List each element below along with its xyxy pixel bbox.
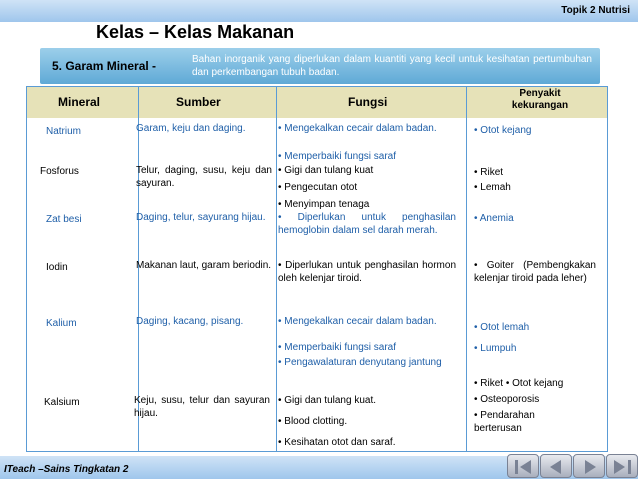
function-item: • Blood clotting. <box>278 416 348 427</box>
deficiency-item: • Anemia <box>474 213 514 224</box>
function-item: • Menyimpan tenaga <box>278 199 370 210</box>
mineral-iodin: Iodin <box>46 262 68 273</box>
column-divider <box>466 86 467 452</box>
source-kalsium: Keju, susu, telur dan sayuran hijau. <box>134 395 270 419</box>
function-item: • Diperlukan untuk penghasilan hormon oleh kelenjar tiroid. <box>278 260 457 284</box>
mineral-fosforus: Fosforus <box>40 166 79 177</box>
deficiency-item: • Goiter (Pembengkakan kelenjar tiroid pada leher) <box>474 260 596 284</box>
deficiency-item: • Riket <box>474 167 504 178</box>
mineral-kalium: Kalium <box>46 318 77 329</box>
definition-text: Bahan inorganik yang diperlukan dalam kuantiti yang kecil untuk kesihatan pertumbuhan dan perkembangan tubuh badan. <box>192 54 592 78</box>
deficiency-item: • Lemah <box>474 182 511 193</box>
function-item: • Memperbaiki fungsi saraf <box>278 151 397 162</box>
next-slide-button[interactable] <box>573 454 605 478</box>
header-source: Sumber <box>176 95 221 109</box>
topic-label: Topik 2 Nutrisi <box>561 5 630 16</box>
last-slide-button[interactable] <box>606 454 638 478</box>
source-zat-besi: Daging, telur, sayurang hijau. <box>136 212 266 223</box>
previous-slide-button[interactable] <box>540 454 572 478</box>
first-icon <box>520 460 531 474</box>
mineral-natrium: Natrium <box>46 126 82 137</box>
column-divider <box>276 86 277 452</box>
next-icon <box>585 460 596 474</box>
last-icon <box>614 460 625 474</box>
function-item: • Pengecutan otot <box>278 182 358 193</box>
deficiency-item: • Riket • Otot kejang <box>474 378 564 389</box>
function-item: • Memperbaiki fungsi saraf <box>278 342 397 353</box>
source-iodin: Makanan laut, garam beriodin. <box>136 260 272 271</box>
function-item: • Mengekalkan cecair dalam badan. <box>278 316 437 327</box>
source-kalium: Daging, kacang, pisang. <box>136 316 244 327</box>
header-function: Fungsi <box>348 95 388 109</box>
deficiency-item: • Otot lemah <box>474 322 530 333</box>
footer-text: ITeach –Sains Tingkatan 2 <box>4 464 129 475</box>
first-icon <box>515 460 518 474</box>
function-item: • Mengekalkan cecair dalam badan. <box>278 123 437 134</box>
previous-icon <box>550 460 561 474</box>
first-slide-button[interactable] <box>507 454 539 478</box>
function-item: • Diperlukan untuk penghasilan hemoglobin dalam sel darah merah. <box>278 212 456 236</box>
function-item: • Kesihatan otot dan saraf. <box>278 437 396 448</box>
last-icon <box>628 460 631 474</box>
deficiency-item: • Osteoporosis <box>474 394 540 405</box>
deficiency-item: • Pendarahan berterusan <box>474 410 535 434</box>
definition-label: 5. Garam Mineral - <box>52 59 157 73</box>
function-item: • Gigi dan tulang kuat <box>278 165 374 176</box>
source-fosforus: Telur, daging, susu, keju dan sayuran. <box>136 165 272 189</box>
source-natrium: Garam, keju dan daging. <box>136 123 246 134</box>
header-deficiency: Penyakit kekurangan <box>511 88 569 111</box>
mineral-kalsium: Kalsium <box>44 397 80 408</box>
deficiency-item: • Otot kejang <box>474 125 532 136</box>
definition-box <box>40 48 600 84</box>
mineral-zat-besi: Zat besi <box>46 214 82 225</box>
header-mineral: Mineral <box>58 95 101 109</box>
page-title: Kelas – Kelas Makanan <box>96 22 295 42</box>
deficiency-item: • Lumpuh <box>474 343 517 354</box>
top-bar <box>0 0 638 22</box>
function-item: • Pengawalaturan denyutang jantung <box>278 357 442 368</box>
function-item: • Gigi dan tulang kuat. <box>278 395 377 406</box>
